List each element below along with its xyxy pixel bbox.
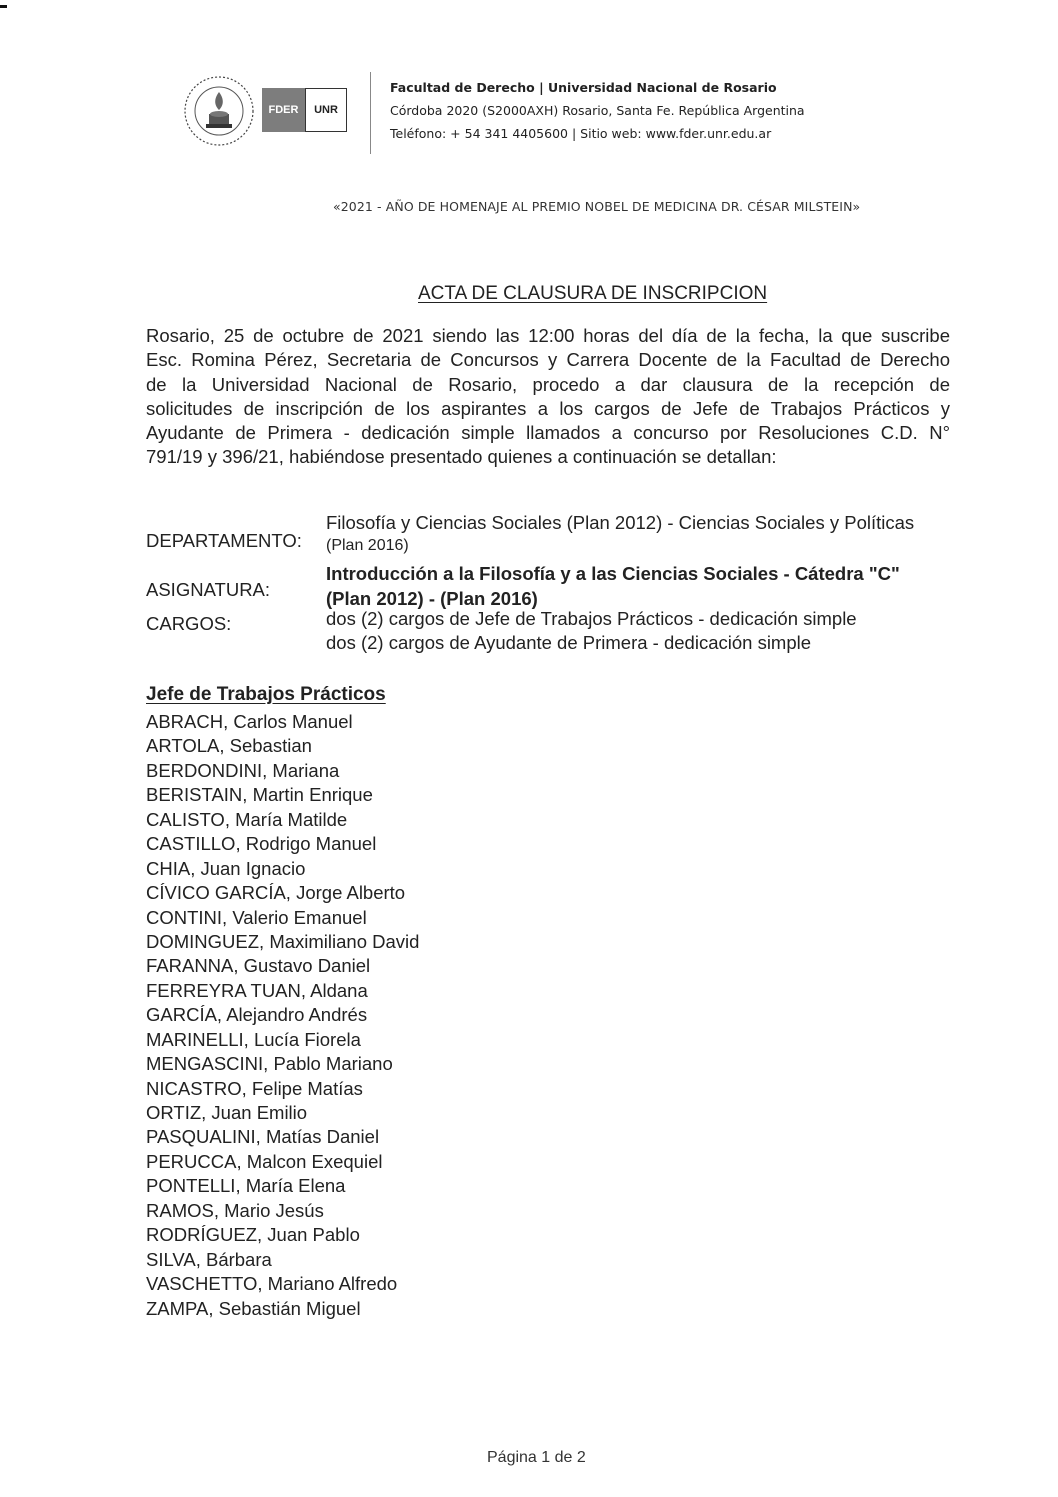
list-item: CONTINI, Valerio Emanuel (146, 906, 367, 928)
cargos-line: dos (2) cargos de Ayudante de Primera - dedicación simple (326, 632, 812, 653)
document-title: ACTA DE CLAUSURA DE INSCRIPCION (418, 283, 768, 304)
scan-corner-mark (0, 5, 7, 8)
list-item: CHIA, Juan Ignacio (146, 857, 306, 879)
list-item: FARANNA, Gustavo Daniel (146, 955, 371, 977)
list-item: BERISTAIN, Martin Enrique (146, 784, 373, 806)
list-item: PERUCCA, Malcon Exequiel (146, 1150, 383, 1172)
cargos-value (326, 607, 857, 655)
lead-line: de la Universidad Nacional de Rosario, procedo a dar clausura de la recepción de (146, 373, 950, 395)
list-item: VASCHETTO, Mariano Alfredo (146, 1273, 398, 1295)
list-item: PONTELLI, María Elena (146, 1175, 346, 1197)
lead-line: Rosario, 25 de octubre de 2021 siendo las 12:00 horas del día de la fecha, la que suscribe (146, 325, 950, 346)
year-motto: «2021 - AÑO DE HOMENAJE AL PREMIO NOBEL DE MEDICINA DR. CÉSAR MILSTEIN» (333, 199, 861, 214)
lead-paragraph (146, 324, 950, 470)
applicant-list (146, 710, 419, 1321)
unr-logo: UNR (305, 88, 347, 132)
lead-line: Esc. Romina Pérez, Secretaria de Concursos y Carrera Docente de la Facultad de Derecho (146, 349, 950, 371)
list-item: GARCÍA, Alejandro Andrés (146, 1004, 368, 1026)
list-item: CASTILLO, Rodrigo Manuel (146, 833, 377, 855)
fder-logo: FDER (262, 88, 305, 132)
asignatura-label: ASIGNATURA: (146, 579, 271, 600)
cargos-line: dos (2) cargos de Jefe de Trabajos Prácticos - dedicación simple (326, 608, 857, 629)
university-seal-logo (182, 74, 256, 148)
institution-name: Facultad de Derecho | Universidad Nacional de Rosario (390, 80, 777, 95)
list-item: FERREYRA TUAN, Aldana (146, 979, 368, 1001)
list-item: BERDONDINI, Mariana (146, 759, 340, 781)
list-item: ORTIZ, Juan Emilio (146, 1102, 308, 1123)
seal-icon (182, 74, 256, 148)
list-item: ABRACH, Carlos Manuel (146, 711, 353, 732)
contact-line: Teléfono: + 54 341 4405600 | Sitio web: www.fder.unr.edu.ar (390, 126, 772, 141)
list-item: CALISTO, María Matilde (146, 808, 348, 830)
institution-line (390, 80, 777, 95)
asignatura-line: Introducción a la Filosofía y a las Ciencias Sociales - Cátedra "C" (326, 563, 900, 584)
address-line: Córdoba 2020 (S2000AXH) Rosario, Santa Fe. República Argentina (390, 103, 805, 118)
list-item: NICASTRO, Felipe Matías (146, 1077, 363, 1099)
list-item: ARTOLA, Sebastian (146, 735, 312, 757)
lead-line: Ayudante de Primera - dedicación simple llamados a concurso por Resoluciones C.D. N° (146, 422, 950, 444)
list-item: MENGASCINI, Pablo Mariano (146, 1053, 393, 1075)
asignatura-value (326, 561, 900, 611)
list-item: RODRÍGUEZ, Juan Pablo (146, 1224, 360, 1246)
list-item: MARINELLI, Lucía Fiorela (146, 1028, 361, 1050)
departamento-label: DEPARTAMENTO: (146, 530, 302, 551)
section-heading: Jefe de Trabajos Prácticos (146, 684, 386, 705)
list-item: RAMOS, Mario Jesús (146, 1199, 324, 1221)
lead-line: 791/19 y 396/21, habiéndose presentado quienes a continuación se detallan: (146, 446, 777, 468)
list-item: SILVA, Bárbara (146, 1248, 272, 1270)
cargos-label: CARGOS: (146, 613, 232, 634)
list-item: DOMINGUEZ, Maximiliano David (146, 930, 420, 952)
departamento-value (326, 511, 914, 557)
lead-line: solicitudes de inscripción de los aspirantes a los cargos de Jefe de Trabajos Prácticos y (146, 397, 950, 419)
list-item: ZAMPA, Sebastián Miguel (146, 1297, 361, 1319)
header-divider (370, 72, 371, 154)
asignatura-line: (Plan 2012) - (Plan 2016) (326, 588, 538, 609)
departamento-line: (Plan 2016) (326, 537, 409, 554)
list-item: PASQUALINI, Matías Daniel (146, 1126, 380, 1148)
page-number: Página 1 de 2 (487, 1449, 586, 1466)
list-item: CÍVICO GARCÍA, Jorge Alberto (146, 882, 406, 904)
departamento-line: Filosofía y Ciencias Sociales (Plan 2012) - Ciencias Sociales y Políticas (326, 512, 915, 533)
